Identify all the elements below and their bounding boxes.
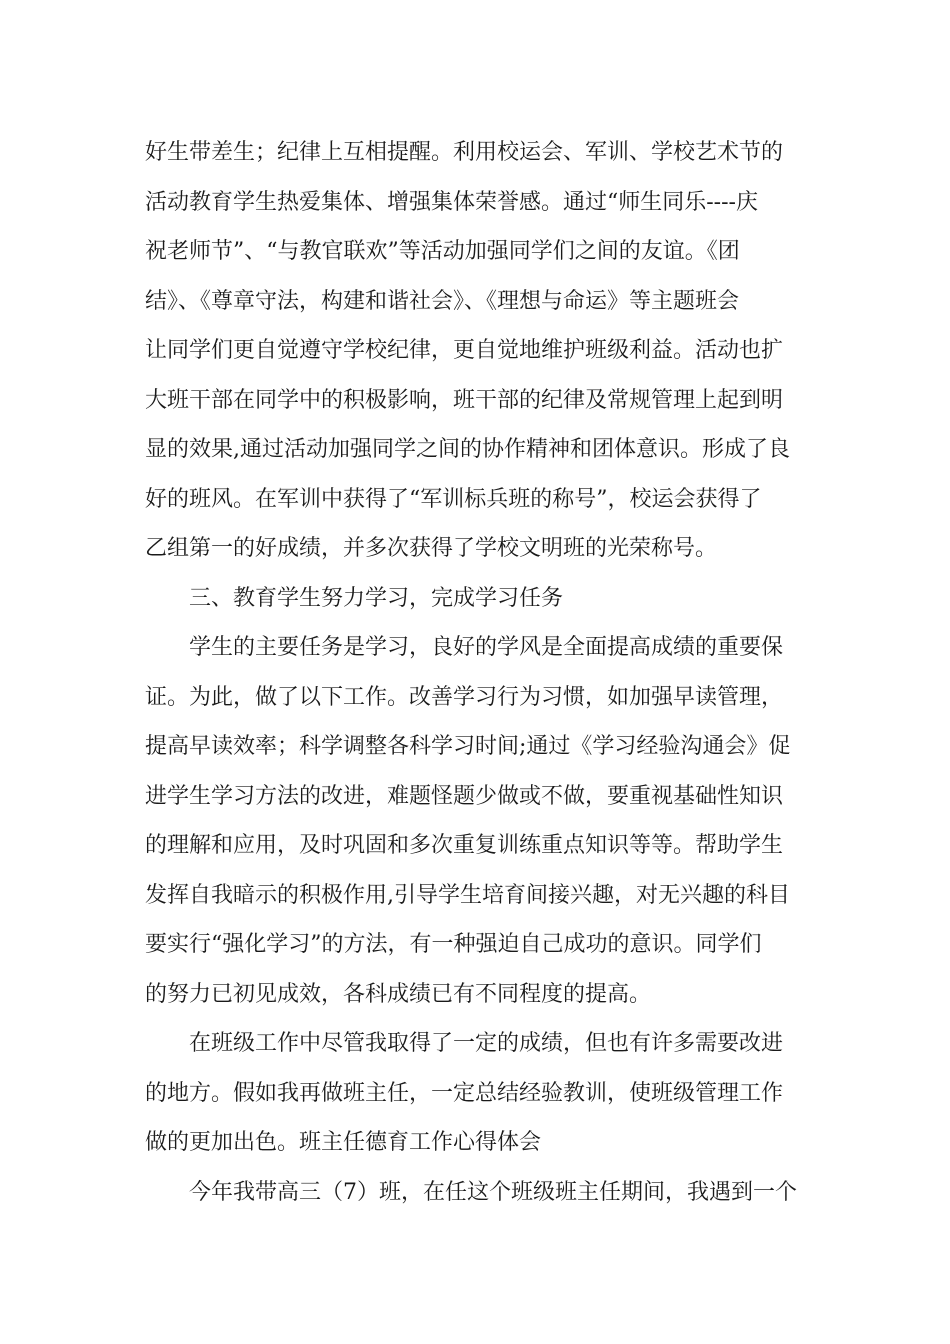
text-line: 让同学们更自觉遵守学校纪律，更自觉地维护班级利益。活动也扩 <box>145 338 784 363</box>
text-line: 在班级工作中尽管我取得了一定的成绩，但也有许多需要改进 <box>189 1031 784 1056</box>
text-line: 学生的主要任务是学习，良好的学风是全面提高成绩的重要保 <box>189 635 784 660</box>
text-line: 好的班风。在军训中获得了“军训标兵班的称号”，校运会获得了 <box>145 487 762 512</box>
text-line: 显的效果,通过活动加强同学之间的协作精神和团体意识。形成了良 <box>145 437 790 462</box>
section-heading: 三、教育学生努力学习，完成学习任务 <box>189 586 564 611</box>
text-line: 祝老师节”、“与教官联欢”等活动加强同学们之间的友谊。《团 <box>145 239 740 264</box>
text-line: 要实行“强化学习”的方法，有一种强迫自己成功的意识。同学们 <box>145 932 762 957</box>
text-line: 做的更加出色。班主任德育工作心得体会 <box>145 1130 542 1155</box>
text-line: 今年我带高三（7）班，在任这个班级班主任期间，我遇到一个 <box>189 1180 797 1205</box>
text-line: 乙组第一的好成绩，并多次获得了学校文明班的光荣称号。 <box>145 536 718 561</box>
text-line: 的理解和应用，及时巩固和多次重复训练重点知识等等。帮助学生 <box>145 833 784 858</box>
text-line: 证。为此，做了以下工作。改善学习行为习惯，如加强早读管理， <box>145 685 784 710</box>
text-line: 的努力已初见成效，各科成绩已有不同程度的提高。 <box>145 982 652 1007</box>
text-line: 进学生学习方法的改进，难题怪题少做或不做，要重视基础性知识 <box>145 784 784 809</box>
text-line: 好生带差生；纪律上互相提醒。利用校运会、军训、学校艺术节的 <box>145 140 784 165</box>
text-line: 的地方。假如我再做班主任，一定总结经验教训，使班级管理工作 <box>145 1081 784 1106</box>
text-line: 活动教育学生热爱集体、增强集体荣誉感。通过“师生同乐----庆 <box>145 190 758 215</box>
text-line: 结》、《尊章守法，构建和谐社会》、《理想与命运》等主题班会 <box>145 289 740 314</box>
text-line: 发挥自我暗示的积极作用,引导学生培育间接兴趣，对无兴趣的科目 <box>145 883 790 908</box>
text-line: 提高早读效率；科学调整各科学习时间;通过《学习经验沟通会》促 <box>145 734 791 759</box>
text-line: 大班干部在同学中的积极影响，班干部的纪律及常规管理上起到明 <box>145 388 784 413</box>
